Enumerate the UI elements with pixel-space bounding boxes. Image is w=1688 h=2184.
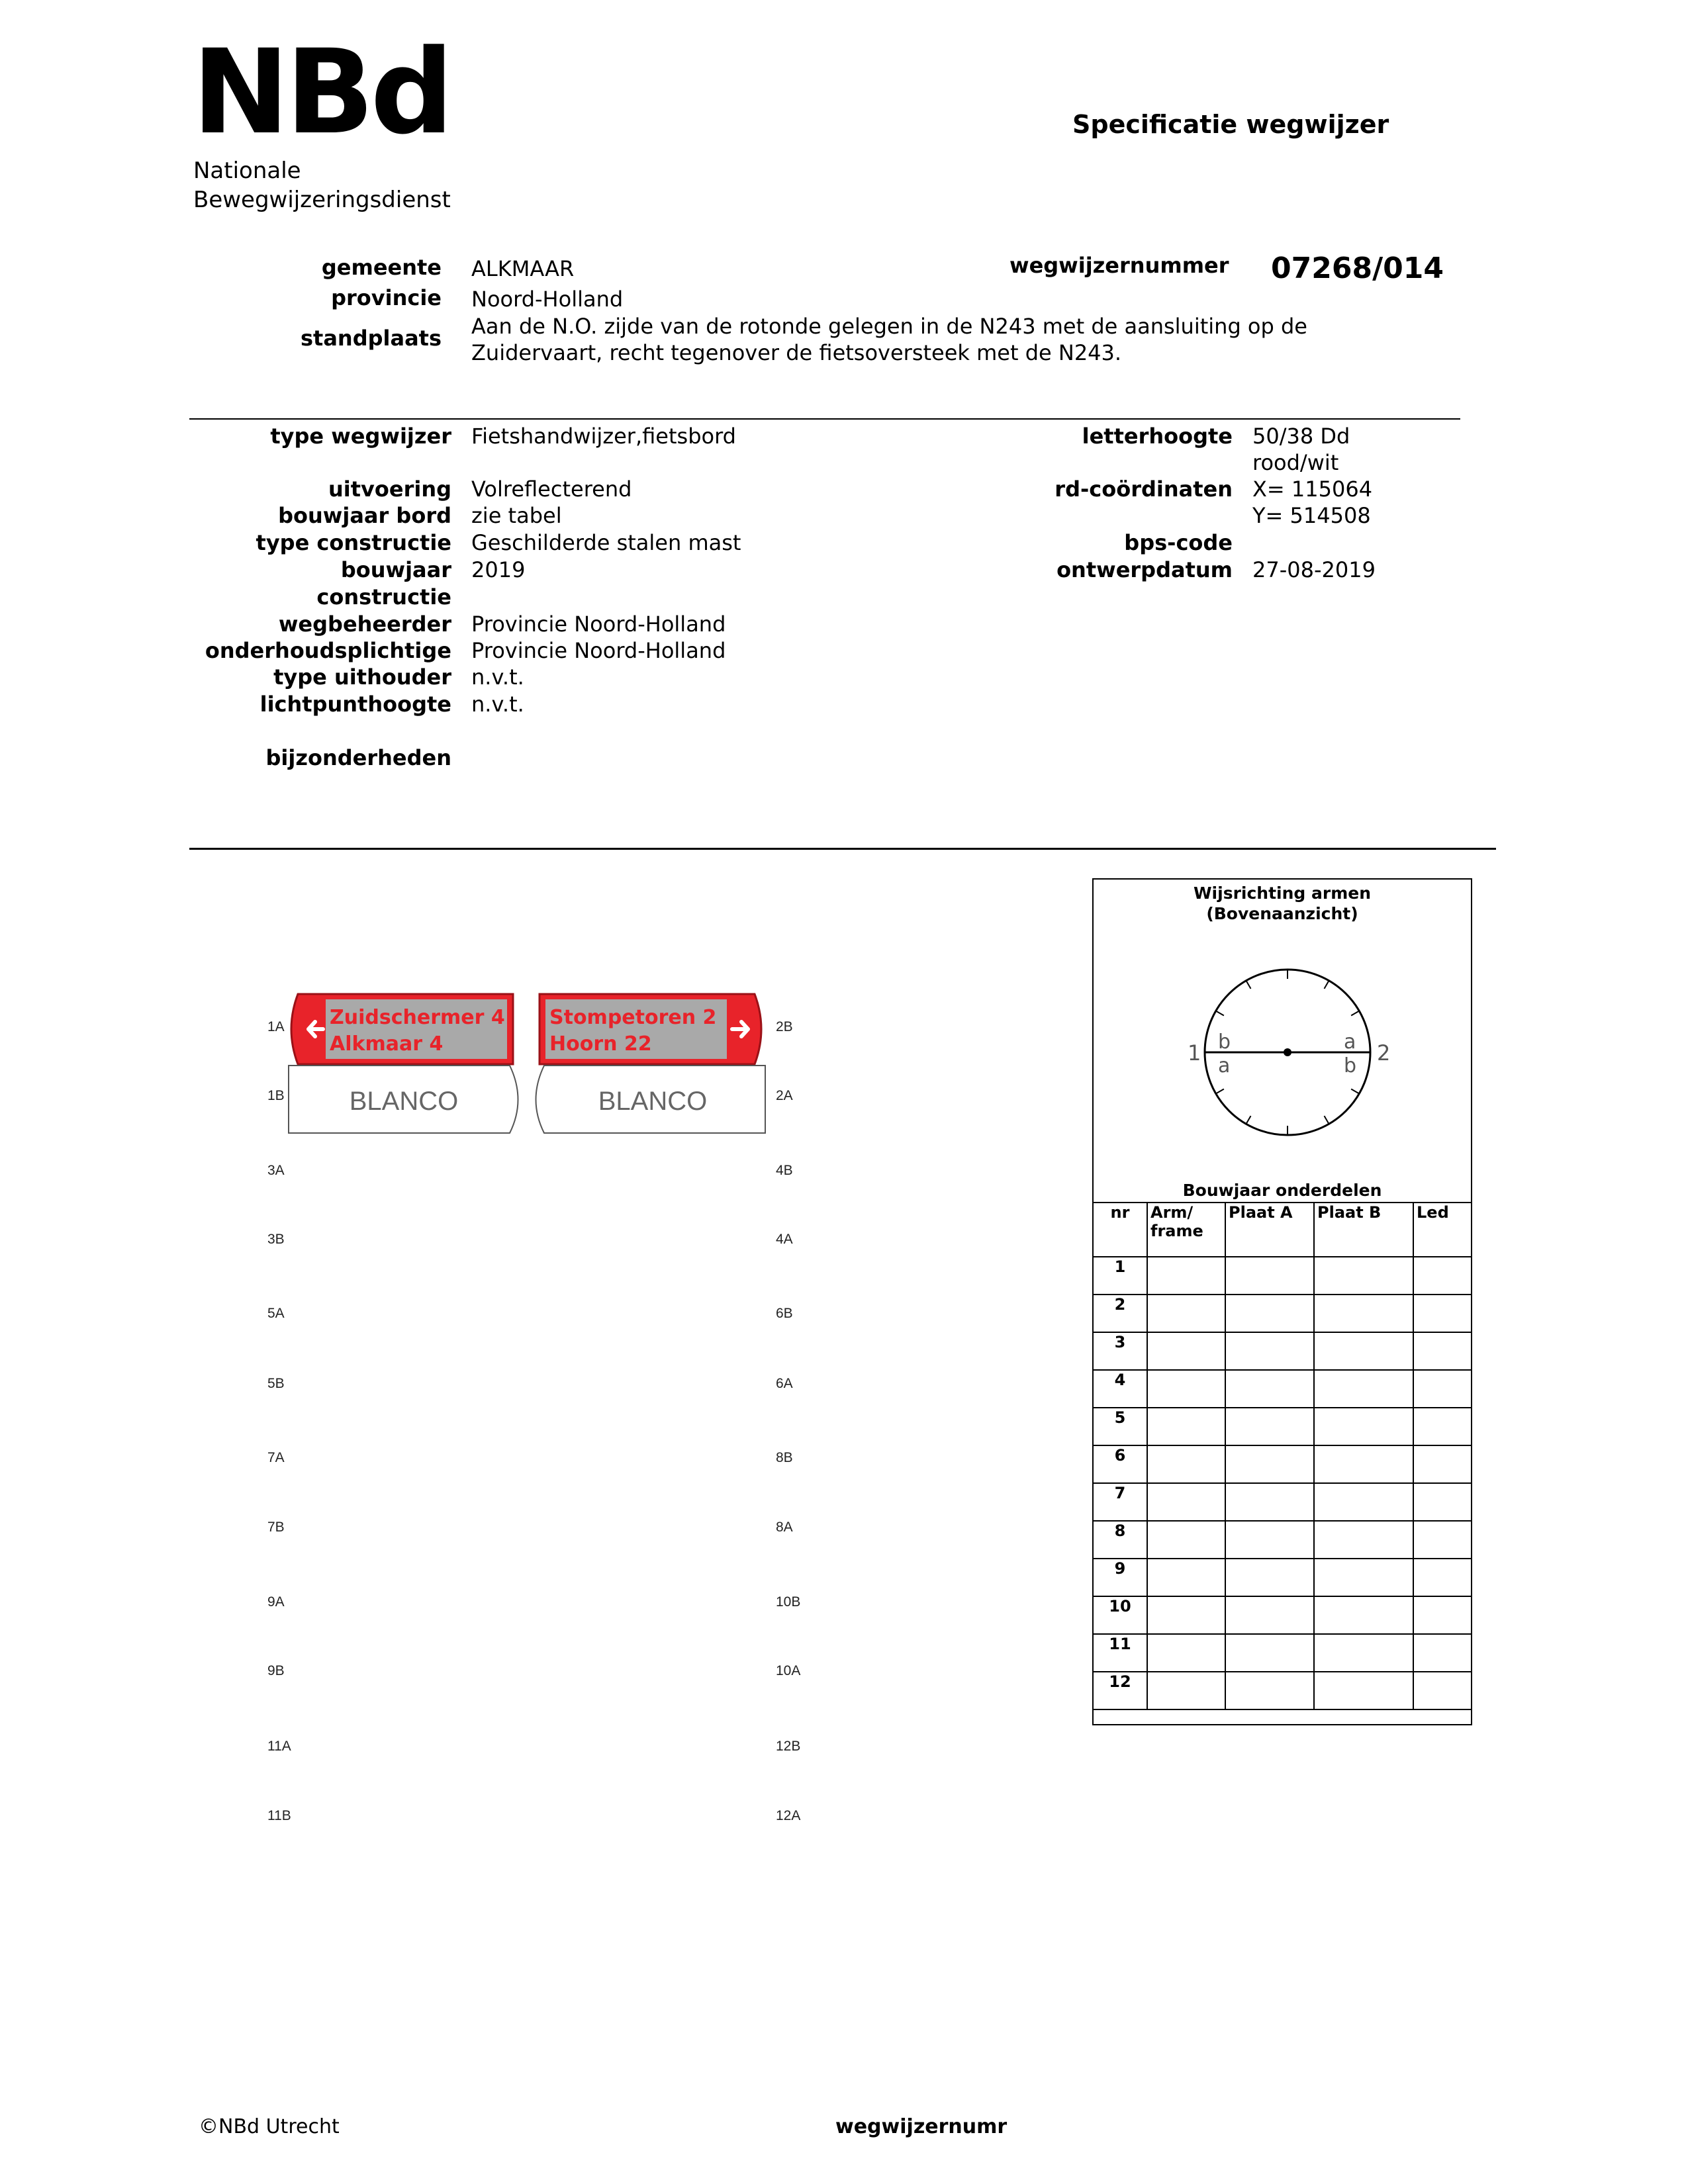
sign-2b-line2: Hoorn 22 — [549, 1032, 652, 1056]
blank-sign-1b — [289, 1066, 518, 1133]
table-cell[interactable] — [1314, 1672, 1413, 1709]
arm-label: 9B — [267, 1663, 285, 1678]
rd-y: Y= 514508 — [1252, 503, 1371, 528]
arm-label: 11B — [267, 1808, 291, 1823]
table-cell[interactable] — [1314, 1257, 1413, 1295]
table-cell[interactable] — [1413, 1257, 1472, 1295]
row-number: 12 — [1093, 1672, 1147, 1709]
table-cell[interactable] — [1413, 1559, 1472, 1596]
arm-label: 12A — [776, 1808, 801, 1823]
dial-tick — [1325, 1116, 1329, 1124]
sign-1a — [291, 994, 513, 1064]
direction-title — [1092, 883, 1472, 924]
arm-label: 5B — [267, 1376, 285, 1391]
table-cell[interactable] — [1225, 1596, 1314, 1634]
table-row — [1093, 1257, 1472, 1295]
standplaats-line2: Zuidervaart, recht tegenover de fietsoversteek met de N243. — [471, 340, 1122, 365]
row-number: 9 — [1093, 1559, 1147, 1596]
col-nr: nr — [1093, 1203, 1147, 1257]
arm-label: 10B — [776, 1594, 801, 1610]
table-cell[interactable] — [1413, 1370, 1472, 1408]
blank-sign-2a — [536, 1066, 766, 1133]
col-arm-line2: frame — [1150, 1222, 1203, 1240]
spec-value: Volreflecterend — [471, 477, 632, 502]
letterhoogte-color: rood/wit — [1252, 450, 1339, 475]
table-cell[interactable] — [1413, 1634, 1472, 1672]
bps-label: bps-code — [1124, 530, 1233, 555]
footer-nummer-label: wegwijzernumr — [835, 2115, 1008, 2138]
spec-label: type wegwijzer — [270, 424, 451, 449]
table-cell[interactable] — [1413, 1408, 1472, 1445]
dial-left-b: b — [1218, 1030, 1231, 1054]
table-row — [1093, 1370, 1472, 1408]
spec-value: n.v.t. — [471, 692, 524, 717]
table-cell[interactable] — [1225, 1295, 1314, 1332]
arm-label: 8B — [776, 1450, 793, 1465]
table-cell[interactable] — [1314, 1295, 1413, 1332]
logo-subtitle-line1: Nationale — [193, 158, 301, 184]
arm-label: 2B — [776, 1019, 793, 1034]
spec-label: lichtpunthoogte — [259, 692, 451, 717]
table-row — [1093, 1559, 1472, 1596]
table-cell[interactable] — [1147, 1370, 1225, 1408]
table-cell[interactable] — [1147, 1445, 1225, 1483]
table-cell[interactable] — [1413, 1521, 1472, 1559]
table-cell[interactable] — [1225, 1483, 1314, 1521]
arm-label: 12B — [776, 1739, 801, 1754]
spec-label: uitvoering — [328, 477, 451, 502]
table-cell[interactable] — [1314, 1483, 1413, 1521]
row-number: 3 — [1093, 1332, 1147, 1370]
dial-left-number: 1 — [1188, 1040, 1201, 1066]
standplaats-line1: Aan de N.O. zijde van de rotonde gelegen in de N243 met de aansluiting op de — [471, 314, 1307, 339]
dial-right-a: a — [1344, 1030, 1356, 1054]
table-cell[interactable] — [1225, 1445, 1314, 1483]
table-cell[interactable] — [1314, 1370, 1413, 1408]
table-cell[interactable] — [1225, 1370, 1314, 1408]
spec-label: bijzonderheden — [265, 745, 451, 770]
table-cell[interactable] — [1147, 1596, 1225, 1634]
row-number: 8 — [1093, 1521, 1147, 1559]
table-cell[interactable] — [1225, 1559, 1314, 1596]
arm-label: 1A — [267, 1019, 285, 1034]
arm-label: 4A — [776, 1232, 793, 1247]
table-cell[interactable] — [1147, 1483, 1225, 1521]
ontwerpdatum-value: 27-08-2019 — [1252, 557, 1376, 582]
arm-label: 7A — [267, 1450, 285, 1465]
spec-label: bouwjaar — [340, 557, 451, 582]
table-cell[interactable] — [1225, 1672, 1314, 1709]
arm-label: 8A — [776, 1520, 793, 1535]
dial-tick — [1246, 1116, 1251, 1124]
table-cell[interactable] — [1225, 1634, 1314, 1672]
document-title: Specificatie wegwijzer — [1072, 110, 1389, 139]
table-cell[interactable] — [1314, 1634, 1413, 1672]
letterhoogte-label: letterhoogte — [1082, 424, 1233, 449]
gemeente-label: gemeente — [321, 255, 442, 280]
arm-label: 1B — [267, 1088, 285, 1103]
rd-x: X= 115064 — [1252, 477, 1373, 502]
table-row — [1093, 1521, 1472, 1559]
dial-left-a: a — [1218, 1054, 1231, 1077]
table-cell[interactable] — [1413, 1295, 1472, 1332]
table-cell[interactable] — [1413, 1483, 1472, 1521]
arm-label: 6B — [776, 1306, 793, 1321]
table-cell[interactable] — [1225, 1257, 1314, 1295]
table-cell[interactable] — [1147, 1521, 1225, 1559]
table-cell[interactable] — [1225, 1521, 1314, 1559]
spec-value: Geschilderde stalen mast — [471, 530, 741, 555]
table-cell[interactable] — [1314, 1445, 1413, 1483]
table-cell[interactable] — [1147, 1559, 1225, 1596]
table-cell[interactable] — [1147, 1672, 1225, 1709]
dial-tick — [1325, 981, 1329, 989]
table-row — [1093, 1408, 1472, 1445]
dial-tick — [1351, 1089, 1359, 1094]
spec-label: onderhoudsplichtige — [205, 638, 451, 663]
table-row — [1093, 1596, 1472, 1634]
arm-label: 3A — [267, 1163, 285, 1178]
col-led: Led — [1413, 1203, 1472, 1257]
row-number: 2 — [1093, 1295, 1147, 1332]
row-number: 4 — [1093, 1370, 1147, 1408]
spec-value: Fietshandwijzer,fietsbord — [471, 424, 736, 449]
table-row — [1093, 1295, 1472, 1332]
wegwijzernummer-label: wegwijzernummer — [1009, 253, 1229, 278]
footer-copyright: ©NBd Utrecht — [199, 2115, 340, 2138]
divider-bottom — [189, 848, 1496, 850]
sign-2b — [539, 994, 761, 1064]
table-cell[interactable] — [1413, 1672, 1472, 1709]
col-plaat-b: Plaat B — [1314, 1203, 1413, 1257]
row-number: 7 — [1093, 1483, 1147, 1521]
table-cell[interactable] — [1314, 1521, 1413, 1559]
standplaats-label: standplaats — [300, 326, 442, 351]
table-cell[interactable] — [1413, 1445, 1472, 1483]
blank-1b-label: BLANCO — [349, 1087, 459, 1116]
table-cell[interactable] — [1413, 1596, 1472, 1634]
provincie-value: Noord-Holland — [471, 287, 624, 312]
direction-title-line2: (Bovenaanzicht) — [1206, 904, 1358, 923]
dial-right-number: 2 — [1377, 1040, 1391, 1066]
table-cell[interactable] — [1225, 1408, 1314, 1445]
rd-label: rd-coördinaten — [1055, 477, 1233, 502]
col-arm — [1147, 1203, 1225, 1257]
col-arm-line1: Arm/ — [1150, 1203, 1194, 1222]
dial-tick — [1246, 981, 1251, 989]
table-cell[interactable] — [1147, 1408, 1225, 1445]
row-number: 6 — [1093, 1445, 1147, 1483]
arm-label: 10A — [776, 1663, 801, 1678]
direction-title-line1: Wijsrichting armen — [1193, 884, 1372, 903]
blank-2a-label: BLANCO — [598, 1087, 708, 1116]
sign-1a-line1: Zuidschermer 4 — [330, 1006, 505, 1029]
spec-label: constructie — [316, 584, 451, 610]
arm-label: 7B — [267, 1520, 285, 1535]
table-cell[interactable] — [1314, 1596, 1413, 1634]
spec-value: Provincie Noord-Holland — [471, 638, 726, 663]
table-cell[interactable] — [1314, 1408, 1413, 1445]
divider-top — [189, 418, 1460, 420]
logo-subtitle-line2: Bewegwijzeringsdienst — [193, 187, 451, 213]
spec-value: n.v.t. — [471, 664, 524, 690]
spec-label: wegbeheerder — [278, 612, 451, 637]
provincie-label: provincie — [331, 285, 442, 310]
spec-value: Provincie Noord-Holland — [471, 612, 726, 637]
sign-drawing — [265, 979, 781, 1138]
ontwerpdatum-label: ontwerpdatum — [1056, 557, 1233, 582]
bouwjaar-table — [1092, 1202, 1472, 1710]
table-cell[interactable] — [1147, 1332, 1225, 1370]
bouwjaar-title: Bouwjaar onderdelen — [1182, 1181, 1382, 1200]
row-number: 10 — [1093, 1596, 1147, 1634]
table-row — [1093, 1672, 1472, 1709]
spec-label: type constructie — [256, 530, 451, 555]
arm-label: 9A — [267, 1594, 285, 1610]
gemeente-value: ALKMAAR — [471, 256, 575, 281]
table-cell[interactable] — [1413, 1332, 1472, 1370]
arm-label: 11A — [267, 1739, 291, 1754]
table-cell[interactable] — [1225, 1332, 1314, 1370]
arm-label: 6A — [776, 1376, 793, 1391]
table-cell[interactable] — [1314, 1332, 1413, 1370]
table-cell[interactable] — [1147, 1257, 1225, 1295]
sign-2b-line1: Stompetoren 2 — [549, 1006, 717, 1029]
table-row — [1093, 1445, 1472, 1483]
row-number: 11 — [1093, 1634, 1147, 1672]
table-row — [1093, 1634, 1472, 1672]
arm-label: 3B — [267, 1232, 285, 1247]
arm-label: 2A — [776, 1088, 793, 1103]
row-number: 5 — [1093, 1408, 1147, 1445]
spec-label: type uithouder — [273, 664, 451, 690]
table-cell[interactable] — [1147, 1634, 1225, 1672]
table-cell[interactable] — [1147, 1295, 1225, 1332]
spec-value: 2019 — [471, 557, 526, 582]
arm-label: 4B — [776, 1163, 793, 1178]
table-cell[interactable] — [1314, 1559, 1413, 1596]
direction-dial — [1165, 958, 1410, 1157]
spec-value: zie tabel — [471, 503, 562, 528]
wegwijzernummer-value: 07268/014 — [1271, 251, 1444, 285]
dial-right-b: b — [1344, 1054, 1357, 1077]
dial-tick — [1351, 1011, 1359, 1016]
table-row — [1093, 1332, 1472, 1370]
table-row — [1093, 1483, 1472, 1521]
dial-tick — [1216, 1089, 1224, 1094]
row-number: 1 — [1093, 1257, 1147, 1295]
col-plaat-a: Plaat A — [1225, 1203, 1314, 1257]
table-header-row — [1093, 1203, 1472, 1257]
spec-label: bouwjaar bord — [278, 503, 451, 528]
letterhoogte-value: 50/38 Dd — [1252, 424, 1350, 449]
dial-tick — [1216, 1011, 1224, 1016]
arm-label: 5A — [267, 1306, 285, 1321]
logo: NBd — [192, 24, 450, 160]
sign-1a-line2: Alkmaar 4 — [330, 1032, 444, 1056]
